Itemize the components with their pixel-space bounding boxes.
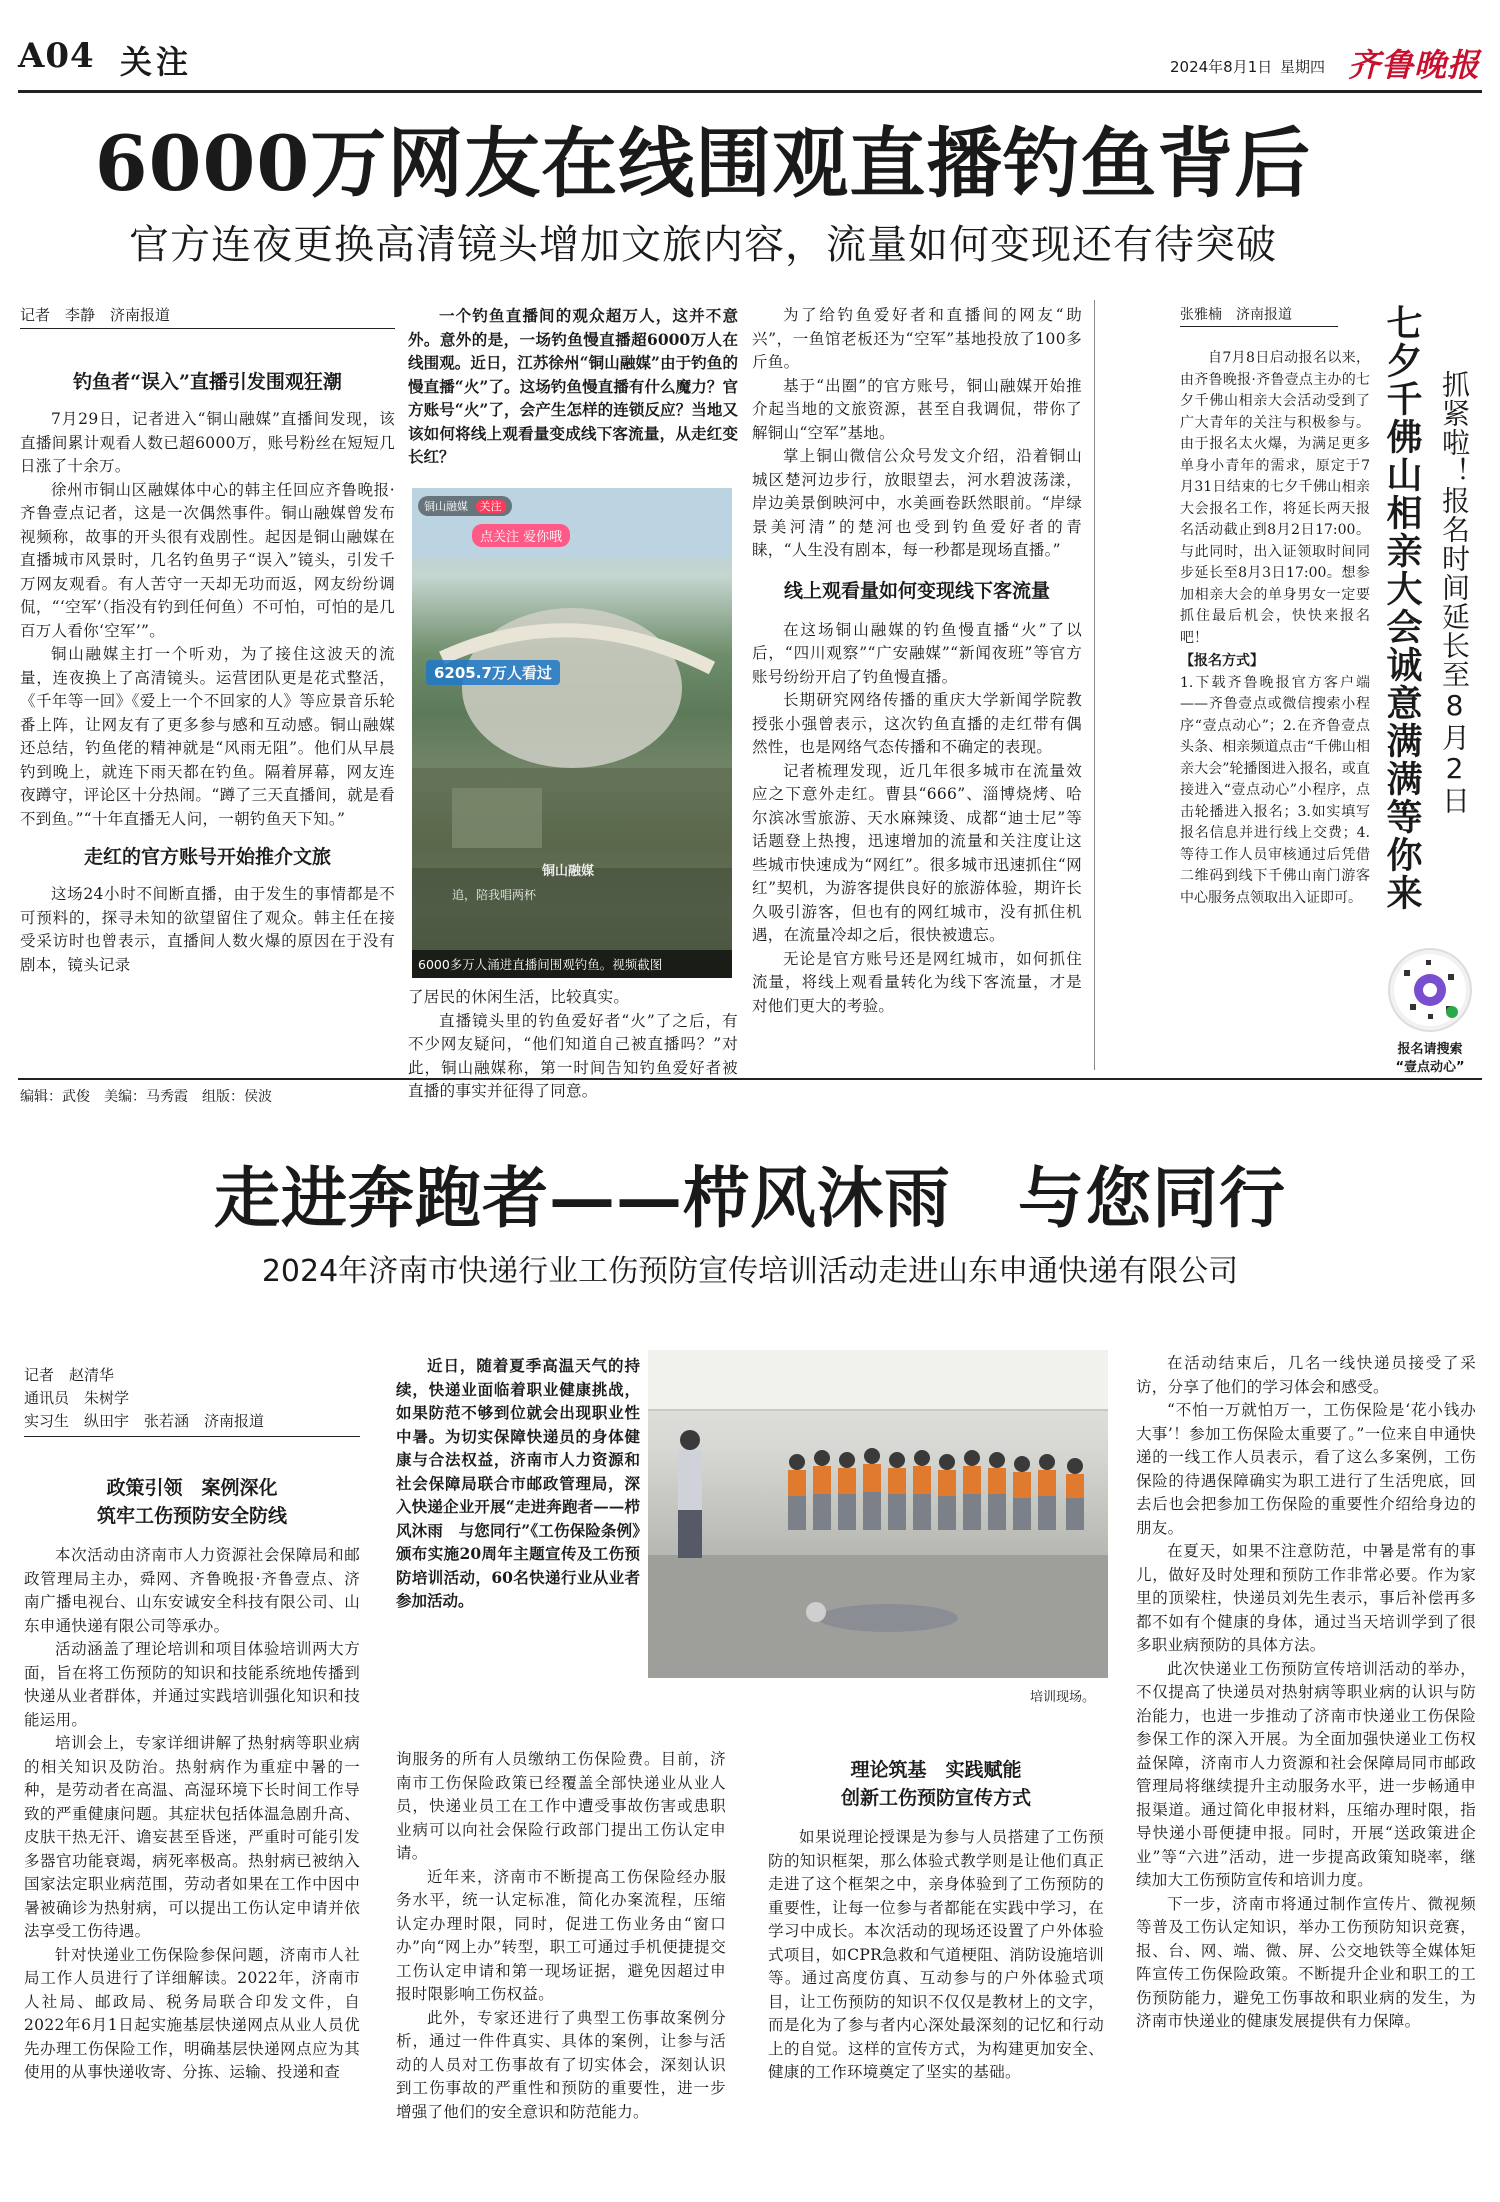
story2-col3	[768, 1756, 1104, 2182]
story1-byline: 记者 李静 济南报道	[20, 306, 171, 324]
story2-col3-head-1: 理论筑基 实践赋能	[850, 1759, 1022, 1781]
paragraph: 1.下载齐鲁晚报官方客户端——齐鲁壹点或微信搜索小程序“壹点动心”；2.在齐鲁壹点头条、相亲频道点击“千佛山相亲大会”轮播图进入报名，或直接进入“壹点动心”小程序，点击轮播进入报名；3.如实填写报名信息并进行线上交费；4.等待工作人员审核通过后凭借二维码到线下千佛山南门游客中心服务点领取出入证即可。	[1180, 674, 1370, 906]
header-rule	[18, 90, 1482, 93]
method-heading: 【报名方式】	[1180, 653, 1264, 669]
live-watermark: 铜山融媒	[542, 864, 595, 879]
story2-bylines	[24, 1364, 264, 1433]
sidebar-byline-underline	[1180, 326, 1338, 327]
page-header	[18, 34, 1482, 84]
sidebar-body	[1180, 348, 1370, 1068]
story1-col3-body2	[752, 619, 1082, 1019]
story1-col3-body	[752, 304, 1082, 563]
paragraph: 下一步，济南市将通过制作宣传片、微视频等普及工伤认定知识，举办工伤预防知识竞赛，报、台、网、端、微、屏、公交地铁等全媒体矩阵宣传工伤保险政策。不断提升企业和职工的工伤预防能力，避免工伤事故和职业病的发生，为济南市快递业的健康发展提供有力保障。	[1136, 1894, 1476, 2030]
section-name: 关注	[120, 43, 193, 81]
page-number: A04	[18, 36, 95, 76]
paragraph: 为了给钓鱼爱好者和直播间的网友“助兴”，一鱼馆老板还为“空军”基地投放了100多斤鱼。	[752, 306, 1082, 371]
paragraph: 长期研究网络传播的重庆大学新闻学院教授张小强曾表示，这次钓鱼直播的走红带有偶然性，也是网络气态传播和不确定的表现。	[752, 691, 1082, 756]
byline-reporter: 记者 赵清华	[24, 1366, 115, 1384]
paragraph: 在活动结束后，几名一线快递员接受了采访，分享了他们的学习体会和感受。	[1136, 1354, 1476, 1396]
paragraph: 这场24小时不间断直播，由于发生的事情都是不可预料的，探寻未知的欲望留住了观众。韩主任在接受采访时也曾表示，直播间人数火爆的原因在于没有剧本，镜头记录	[20, 885, 395, 974]
paragraph: 直播镜头里的钓鱼爱好者“火”了之后，有不少网友疑问，“他们知道自己被直播吗？”对此，铜山融媒称，第一时间告知钓鱼爱好者被直播的事实并征得了同意。	[408, 1011, 738, 1100]
paragraph: 如果说理论授课是为参与人员搭建了工伤预防的知识框架，那么体验式教学则是让他们真正走进了这个框架之中，亲身体验到了工伤预防的重要性，让每一位参与者都能在实践中学习，在学习中成长。本次活动的现场还设置了户外体验式项目，如CPR急救和气道梗阻、消防设施培训等。通过高度仿真、互动参与的户外体验式项目，让工伤预防的知识不仅仅是教材上的文字，而是化为了参与者内心深处最深刻的记忆和行动上的自觉。这样的宣传方式，为构建更加安全、健康的工作环境奠定了坚实的基础。	[768, 1828, 1104, 2081]
story1-col3-head: 线上观看量如何变现线下客流量	[783, 579, 1050, 602]
paragraph: 铜山融媒主打一个听劝，为了接住这波天的流量，连夜换上了高清镜头。运营团队更是花式整活，《千年等一回》《爱上一个不回家的人》等应景音乐轮番上阵，让网友有了更多参与感和互动感。铜山融媒还总结，钓鱼佬的精神就是“风雨无阻”。他们从早晨钓到晚上，就连下雨天都在钓鱼。隔着屏幕，网友连夜蹲守，评论区十分热闹。“蹲了三天直播间，就是看不到鱼。”“十年直播无人问，一朝钓鱼天下知。”	[20, 645, 395, 828]
training-site-photo	[648, 1350, 1108, 1678]
story1-col1-body2	[20, 883, 395, 977]
story2-col1	[24, 1474, 360, 2182]
qr-caption-1: 报名请搜索	[1397, 1042, 1463, 1057]
paragraph: 此次快递业工伤预防宣传培训活动的举办，不仅提高了快递员对热射病等职业病的认识与防治能力，也进一步推动了济南市快递业工伤保险参保工作的深入开展。为全面加强快递业工伤权益保障，济南市人力资源和社会保障局同市邮政管理局将继续提升主动服务水平，进一步畅通申报渠道。通过简化申报材料，压缩办理时限，指导快递小哥便捷申报。同时，开展“送政策进企业”等“六进”活动，进一步提高政策知晓率，继续加大工伤预防宣传和培训力度。	[1136, 1659, 1476, 1889]
story1-lead: 一个钓鱼直播间的观众超万人，这并不意外。意外的是，一场钓鱼慢直播超6000万人在线围观。近日，江苏徐州“铜山融媒”由于钓鱼的慢直播“火”了。这场钓鱼慢直播有什么魔力？官方账号“火”了，会产生怎样的连锁反应？当地又该如何将线上观看量变成线下客流量，从走红变长红？	[408, 306, 738, 466]
paragraph: 记者梳理发现，近几年很多城市在流量效应之下意外走红。曹县“666”、淄博烧烤、哈尔滨冰雪旅游、天水麻辣烫、成都“迪士尼”等话题登上热搜，迅速增加的流量和关注度让这些城市快速成为“网红”。很多城市迅速抓住“网红”契机，为游客提供良好的旅游体验，期许长久吸引游客，但也有的网红城市，没有抓住机遇，在流量冷却之后，很快被遗忘。	[752, 761, 1082, 944]
paragraph: 在夏天，如果不注意防范，中暑是常有的事儿，做好及时处理和预防工作非常必要。作为家里的顶梁柱，快递员刘先生表示，事后补偿再多都不如有个健康的身体，通过当天培训学到了很多职业病预防的具体方法。	[1136, 1542, 1476, 1654]
photo-scene	[412, 488, 732, 978]
story2-col3-body	[768, 1826, 1104, 2085]
livestream-screenshot	[412, 488, 732, 978]
byline-correspondent: 通讯员 朱树学	[24, 1389, 130, 1407]
byline-underline	[20, 328, 395, 329]
story1-title: 6000万网友在线围观直播钓鱼背后	[94, 119, 1312, 208]
sidebar-divider	[1094, 300, 1095, 1070]
paragraph: 自7月8日启动报名以来，由齐鲁晚报·齐鲁壹点主办的七夕千佛山相亲大会活动受到了广大青年的关注与积极参与。由于报名太火爆，为满足更多单身小青年的需求，原定于7月31日结束的七夕千佛山相亲大会报名工作，将延长两天报名活动截止到8月2日17:00。与此同时，出入证领取时间同步延长至8月3日17:00。想参加相亲大会的单身男女一定要抓住最后机会，快快来报名吧！	[1180, 350, 1370, 646]
paragraph: “不怕一万就怕万一，工伤保险是‘花小钱办大事’！参加工伤保险太重要了。”一位来自申通快递的一线工作人员表示，看了这么多案例，工伤保险的待遇保障确实为职工进行了生活兜底，回去后也会把参加工伤保险的重要性介绍给身边的朋友。	[1136, 1401, 1476, 1537]
paragraph: 活动涵盖了理论培训和项目体验培训两大方面，旨在将工伤预防的知识和技能系统地传播到快递从业者群体，并通过实践培训强化知识和技能运用。	[24, 1640, 360, 1729]
qr-code[interactable]	[1388, 948, 1472, 1032]
story2-col1-head-2: 筑牢工伤预防安全防线	[96, 1505, 287, 1527]
viewer-count-badge: 6205.7万人看过	[426, 660, 560, 685]
training-scene	[648, 1350, 1108, 1678]
section-divider	[18, 1078, 1482, 1080]
sidebar-subtitle: 抓紧啦！报名时间延长至8月2日	[1438, 370, 1471, 815]
paragraph: 掌上铜山微信公众号发文介绍，沿着铜山城区楚河边步行，放眼望去，河水碧波荡漾，岸边美景倒映河中，水美画卷跃然眼前。“岸绿景美河清”的楚河也受到钓鱼爱好者的青睐，“人生没有剧本，每一秒都是现场直播。”	[752, 447, 1082, 559]
live-bottom-tag: 追，陪我唱两杯	[452, 888, 537, 902]
live-account-name	[418, 496, 512, 516]
byline-interns: 实习生 纵田宇 张若涵 济南报道	[24, 1412, 265, 1430]
newspaper-logo: 齐鲁晚报	[1348, 46, 1481, 84]
qr-pattern-icon	[1390, 950, 1470, 1030]
story2-col1-head-1: 政策引领 案例深化	[106, 1477, 278, 1499]
paragraph: 近年来，济南市不断提高工伤保险经办服务水平，统一认定标准，简化办案流程，压缩认定办理时限，同时，促进工伤业务由“窗口办”向“网上办”转型，职工可通过手机便捷提交工伤认定申请和第一现场证据，避免因超过申报时限影响工伤权益。	[396, 1867, 726, 2003]
qr-caption-2: “壹点动心”	[1395, 1060, 1465, 1075]
story2-col1-body	[24, 1544, 360, 2085]
sidebar-title: 七夕千佛山相亲大会诚意满满等你来	[1381, 304, 1423, 912]
issue-date: 2024年8月1日	[1170, 58, 1273, 76]
paragraph: 询服务的所有人员缴纳工伤保险费。目前，济南市工伤保险政策已经覆盖全部快递业从业人员，快递业员工在工作中遭受事故伤害或患职业病可以向社会保险行政部门提出工伤认定申请。	[396, 1750, 726, 1862]
paragraph: 在这场铜山融媒的钓鱼慢直播“火”了以后，“四川观察”“广安融媒”“新闻夜班”等官方账号纷纷开启了钓鱼慢直播。	[752, 620, 1082, 686]
training-photo-caption: 培训现场。	[1030, 1690, 1096, 1705]
issue-weekday: 星期四	[1280, 58, 1326, 76]
paragraph: 无论是官方账号还是网红城市，如何抓住流量，将线上观看量转化为线下客流量，才是对他们更大的考验。	[752, 949, 1082, 1015]
photo-caption: 6000多万人涌进直播间围观钓鱼。视频截图	[412, 950, 732, 978]
story1-col1-body	[20, 408, 395, 831]
story2-col3-head-2: 创新工伤预防宣传方式	[840, 1787, 1031, 1809]
story1-col3	[752, 304, 1082, 1070]
paragraph: 培训会上，专家详细讲解了热射病等职业病的相关知识及防治。热射病作为重症中暑的一种，是劳动者在高温、高湿环境下长时间工作导致的严重健康问题。其症状包括体温急剧升高、皮肤干热无汗、谵妄甚至昏迷，严重时可能引发多器官功能衰竭，病死率极高。热射病已被纳入国家法定职业病范围，劳动者如果在工作中因中暑被确诊为热射病，可以提出工伤认定申请并依法享受工伤待遇。	[24, 1734, 360, 1940]
story2-col2-body	[396, 1748, 726, 2182]
story2-subtitle: 2024年济南市快递行业工伤预防宣传培训活动走进山东申通快递有限公司	[261, 1254, 1239, 1289]
story2-byline-underline	[24, 1436, 360, 1437]
story2-col4	[1136, 1352, 1476, 2182]
live-banner: 点关注 爱你哦	[472, 524, 570, 547]
account-label: 铜山融媒	[424, 500, 468, 513]
story1-head2: 走红的官方账号开始推介文旅	[83, 846, 331, 868]
follow-label: 关注	[476, 500, 506, 513]
paragraph: 7月29日，记者进入“铜山融媒”直播间发现，该直播间累计观看人数已超6000万，账号粉丝在短短几日涨了十余万。	[20, 410, 395, 475]
editors-credit: 编辑：武俊 美编：马秀霞 组版：侯波	[20, 1089, 272, 1105]
story1-col1	[20, 368, 395, 1068]
story1-col2-bottom	[408, 986, 738, 1100]
story1-subtitle: 官方连夜更换高清镜头增加文旅内容，流量如何变现还有待突破	[129, 222, 1277, 268]
paragraph: 了居民的休闲生活，比较真实。	[408, 988, 630, 1006]
story2-title: 走进奔跑者——栉风沐雨 与您同行	[214, 1159, 1286, 1237]
paragraph: 基于“出圈”的官方账号，铜山融媒开始推介起当地的文旅资源，甚至自我调侃，带你了解铜山“空军”基地。	[752, 376, 1082, 442]
sidebar-byline: 张雅楠 济南报道	[1180, 307, 1292, 323]
paragraph: 此外，专家还进行了典型工伤事故案例分析，通过一件件真实、具体的案例，让参与活动的人员对工伤事故有了切实体会，深刻认识到工伤事故的严重性和预防的重要性，进一步增强了他们的安全意识和防范能力。	[396, 2008, 726, 2121]
paragraph: 针对快递业工伤保险参保问题，济南市人社局工作人员进行了详细解读。2022年，济南市人社局、邮政局、税务局联合印发文件，自2022年6月1日起实施基层快递网点从业人员优先办理工伤保险工作，明确基层快递网点应为其使用的从事快递收寄、分拣、运输、投递和查	[24, 1945, 360, 2081]
paragraph: 本次活动由济南市人力资源社会保障局和邮政管理局主办，舜网、齐鲁晚报·齐鲁壹点、济南广播电视台、山东安诚安全科技有限公司、山东申通快递有限公司等承办。	[24, 1546, 360, 1635]
story1-head1: 钓鱼者“误入”直播引发围观狂潮	[73, 371, 342, 393]
paragraph: 徐州市铜山区融媒体中心的韩主任回应齐鲁晚报·齐鲁壹点记者，这是一次偶然事件。铜山融媒曾发布视频称，故事的开头很有戏剧性。起因是铜山融媒在直播城市风景时，几名钓鱼男子“误入”镜头，引发千万网友观看。有人苦守一天却无功而返，网友纷纷调侃，“‘空军’（指没有钓到任何鱼）不可怕，可怕的是几百万人看你‘空军’”。	[20, 480, 395, 640]
story2-lead: 近日，随着夏季高温天气的持续，快递业面临着职业健康挑战，如果防范不够到位就会出现职业性中暑。为切实保障快递员的身体健康与合法权益，济南市人力资源和社会保障局联合市邮政管理局，深入快递企业开展“走进奔跑者——栉风沐雨 与您同行”《工伤保险条例》颁布实施20周年主题宣传及工伤预防培训活动，60名快递行业从业者参加活动。	[396, 1356, 640, 1610]
